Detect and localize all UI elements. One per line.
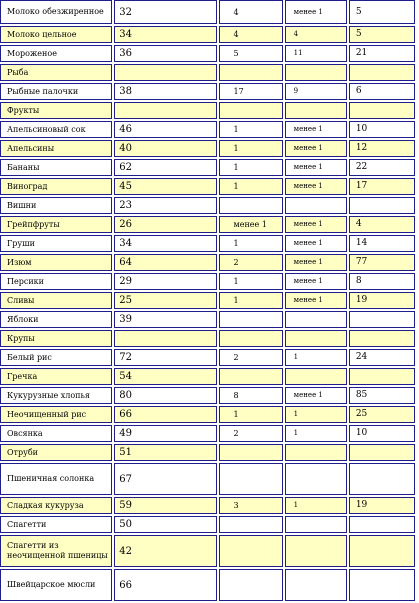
glycemic-index-cell: 64 [114,254,216,271]
value-c-cell: 10 [349,121,415,138]
food-name-cell: Крупы [0,330,112,347]
value-c-cell: 24 [349,349,415,366]
food-name-cell: Яблоки [0,311,112,328]
food-name-cell: Апельсиновый сок [0,121,112,138]
value-b-cell: менее 1 [285,121,347,138]
value-a-cell [219,569,283,601]
value-c-cell: 17 [349,178,415,195]
food-name-cell: Персики [0,273,112,290]
value-a-cell: 4 [219,0,283,24]
value-b-cell [285,368,347,385]
value-a-cell: 1 [219,406,283,423]
value-c-cell [349,463,415,495]
table-row [0,330,415,347]
value-b-cell: менее 1 [285,216,347,233]
glycemic-index-cell: 38 [114,83,216,100]
value-c-cell: 19 [349,292,415,309]
value-a-cell [219,444,283,461]
table-row [0,102,415,119]
glycemic-index-cell: 49 [114,425,216,442]
table-row [0,235,415,252]
value-b-cell [285,330,347,347]
value-a-cell: 2 [219,349,283,366]
food-name-cell: Спагетти из неочищенной пшеницы [0,535,112,567]
value-c-cell: 85 [349,387,415,404]
food-name-cell: Молоко цельное [0,26,112,43]
glycemic-index-cell [114,102,216,119]
table-row [0,83,415,100]
table-row [0,26,415,43]
value-a-cell [219,311,283,328]
value-b-cell: менее 1 [285,159,347,176]
value-c-cell: 22 [349,159,415,176]
table-row [0,425,415,442]
table-row [0,311,415,328]
value-b-cell: 1 [285,406,347,423]
value-b-cell: 4 [285,26,347,43]
value-c-cell [349,569,415,601]
glycemic-index-cell: 59 [114,497,216,514]
value-c-cell: 14 [349,235,415,252]
table-row [0,292,415,309]
table-row [0,197,415,214]
table-row [0,159,415,176]
food-name-cell: Мороженое [0,45,112,62]
value-c-cell: 21 [349,45,415,62]
value-b-cell: менее 1 [285,178,347,195]
glycemic-index-cell: 34 [114,26,216,43]
table-row [0,0,415,24]
value-b-cell: менее 1 [285,387,347,404]
glycemic-index-cell: 46 [114,121,216,138]
value-b-cell [285,444,347,461]
value-c-cell: 5 [349,0,415,24]
value-a-cell: 8 [219,387,283,404]
food-name-cell: Рыбные палочки [0,83,112,100]
value-c-cell [349,330,415,347]
glycemic-index-cell: 50 [114,516,216,533]
value-b-cell [285,535,347,567]
value-a-cell [219,102,283,119]
glycemic-index-cell [114,64,216,81]
glycemic-index-cell: 66 [114,569,216,601]
glycemic-index-cell: 42 [114,535,216,567]
glycemic-index-cell: 23 [114,197,216,214]
table-row [0,140,415,157]
value-a-cell: 3 [219,497,283,514]
food-name-cell: Овсянка [0,425,112,442]
value-a-cell: 5 [219,45,283,62]
table-row [0,463,415,495]
value-a-cell: 2 [219,425,283,442]
value-a-cell [219,516,283,533]
value-b-cell [285,102,347,119]
value-a-cell [219,330,283,347]
value-c-cell [349,368,415,385]
food-name-cell: Молоко обезжиренное [0,0,112,24]
glycemic-index-cell: 45 [114,178,216,195]
value-b-cell: менее 1 [285,292,347,309]
value-b-cell [285,463,347,495]
value-c-cell [349,516,415,533]
value-b-cell: менее 1 [285,0,347,24]
value-a-cell [219,197,283,214]
value-a-cell [219,535,283,567]
value-b-cell: 1 [285,425,347,442]
glycemic-index-cell: 54 [114,368,216,385]
value-c-cell: 77 [349,254,415,271]
food-name-cell: Швейцарское мюсли [0,569,112,601]
value-c-cell [349,311,415,328]
table-row [0,121,415,138]
table-row [0,45,415,62]
value-c-cell [349,444,415,461]
value-a-cell [219,368,283,385]
value-c-cell: 5 [349,26,415,43]
food-name-cell: Белый рис [0,349,112,366]
food-name-cell: Гречка [0,368,112,385]
table-row [0,349,415,366]
glycemic-index-cell [114,330,216,347]
table-row [0,569,415,601]
value-b-cell: менее 1 [285,235,347,252]
food-name-cell: Пшеничная солонка [0,463,112,495]
table-row [0,368,415,385]
table-row [0,535,415,567]
glycemic-index-cell: 34 [114,235,216,252]
value-b-cell [285,64,347,81]
glycemic-index-cell: 25 [114,292,216,309]
food-name-cell: Виноград [0,178,112,195]
food-name-cell: Рыба [0,64,112,81]
food-name-cell: Изюм [0,254,112,271]
value-b-cell: менее 1 [285,273,347,290]
glycemic-index-cell: 32 [114,0,216,24]
value-b-cell [285,516,347,533]
value-c-cell: 10 [349,425,415,442]
value-a-cell [219,463,283,495]
value-a-cell: 17 [219,83,283,100]
value-a-cell: 4 [219,26,283,43]
value-c-cell [349,197,415,214]
value-b-cell [285,311,347,328]
value-b-cell [285,569,347,601]
glycemic-index-cell: 67 [114,463,216,495]
table-row [0,387,415,404]
table-row [0,406,415,423]
food-name-cell: Кукурузные хлопья [0,387,112,404]
food-name-cell: Спагетти [0,516,112,533]
value-c-cell [349,535,415,567]
value-a-cell: 1 [219,140,283,157]
glycemic-index-cell: 40 [114,140,216,157]
value-a-cell: 1 [219,273,283,290]
value-a-cell: менее 1 [219,216,283,233]
glycemic-index-cell: 66 [114,406,216,423]
value-a-cell: 1 [219,235,283,252]
value-c-cell [349,102,415,119]
glycemic-index-cell: 29 [114,273,216,290]
food-name-cell: Грейпфруты [0,216,112,233]
food-name-cell: Апельсины [0,140,112,157]
value-a-cell: 1 [219,121,283,138]
table-row [0,216,415,233]
food-name-cell: Груши [0,235,112,252]
value-a-cell: 1 [219,159,283,176]
value-b-cell: 1 [285,349,347,366]
table-row [0,64,415,81]
glycemic-index-cell: 39 [114,311,216,328]
food-name-cell: Сладкая кукуруза [0,497,112,514]
food-name-cell: Неочищенный рис [0,406,112,423]
value-b-cell: 9 [285,83,347,100]
value-c-cell: 12 [349,140,415,157]
table-row [0,273,415,290]
table-row [0,444,415,461]
value-a-cell [219,64,283,81]
value-c-cell [349,64,415,81]
glycemic-index-cell: 36 [114,45,216,62]
food-name-cell: Сливы [0,292,112,309]
food-name-cell: Отруби [0,444,112,461]
food-name-cell: Фрукты [0,102,112,119]
value-c-cell: 8 [349,273,415,290]
table-row [0,254,415,271]
value-b-cell: 11 [285,45,347,62]
glycemic-index-cell: 26 [114,216,216,233]
table-row [0,178,415,195]
value-b-cell: 1 [285,497,347,514]
value-c-cell: 4 [349,216,415,233]
glycemic-index-cell: 80 [114,387,216,404]
value-a-cell: 2 [219,254,283,271]
value-c-cell: 19 [349,497,415,514]
food-name-cell: Вишни [0,197,112,214]
value-c-cell: 6 [349,83,415,100]
value-a-cell: 1 [219,292,283,309]
glycemic-index-cell: 72 [114,349,216,366]
table-row [0,516,415,533]
food-name-cell: Бананы [0,159,112,176]
value-b-cell [285,197,347,214]
glycemic-index-cell: 51 [114,444,216,461]
glycemic-index-cell: 62 [114,159,216,176]
value-a-cell: 1 [219,178,283,195]
value-b-cell: менее 1 [285,140,347,157]
value-b-cell: менее 1 [285,254,347,271]
value-c-cell: 25 [349,406,415,423]
